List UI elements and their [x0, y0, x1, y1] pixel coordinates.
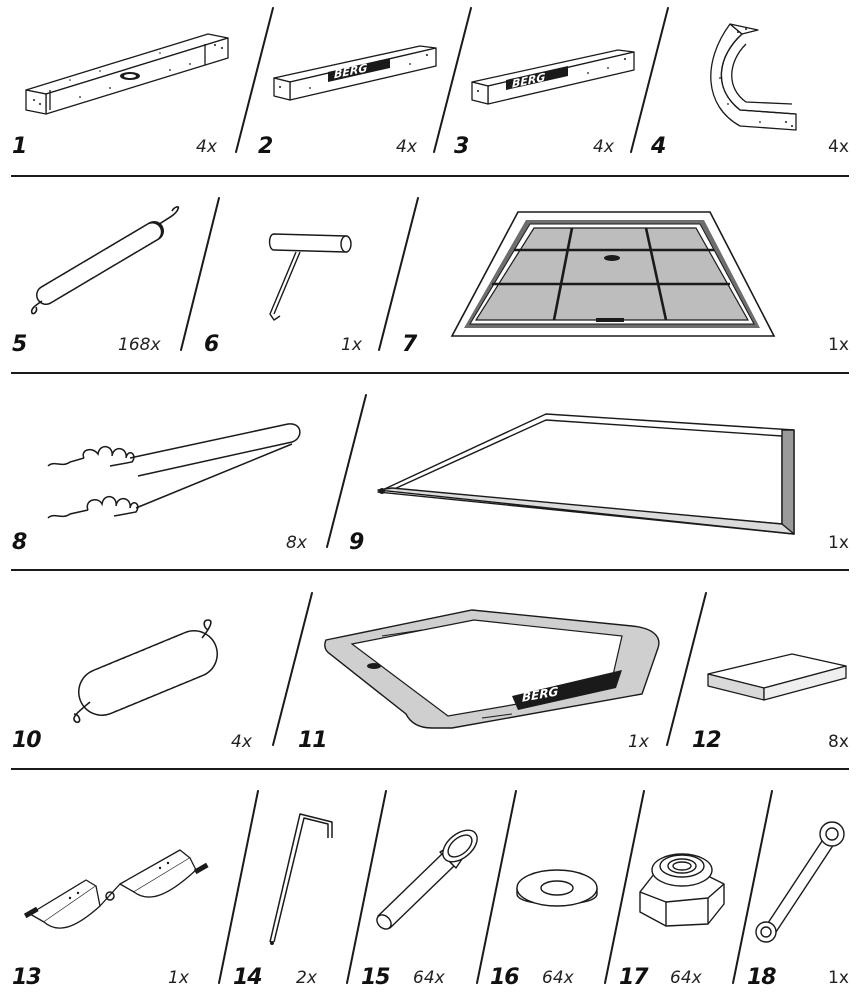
separator-11-12	[667, 593, 706, 745]
brand-logo: BERG	[334, 61, 368, 82]
separator-13-14	[219, 791, 258, 983]
part-17-illustration	[636, 846, 728, 930]
part-quantity: 1x	[341, 335, 362, 355]
part-number: 8	[12, 530, 27, 555]
part-quantity: 1x	[828, 335, 849, 355]
part-quantity: 64x	[670, 968, 702, 988]
part-4-illustration	[700, 18, 810, 136]
part-number: 2	[258, 134, 273, 159]
part-6-illustration	[262, 228, 362, 328]
part-quantity: 8x	[828, 732, 849, 752]
part-number: 18	[747, 965, 776, 990]
part-7-illustration	[448, 210, 778, 338]
part-quantity: 4x	[196, 137, 217, 157]
part-quantity: 168x	[118, 335, 161, 355]
part-quantity: 4x	[593, 137, 614, 157]
part-number: 16	[490, 965, 519, 990]
part-16-illustration	[514, 864, 600, 918]
part-quantity: 64x	[413, 968, 445, 988]
part-5-illustration	[26, 205, 186, 317]
part-quantity: 1x	[628, 732, 649, 752]
part-quantity: 1x	[828, 533, 849, 553]
part-number: 17	[619, 965, 648, 990]
part-9-illustration	[374, 410, 804, 538]
part-number: 10	[12, 728, 41, 753]
part-quantity: 4x	[231, 732, 252, 752]
part-number: 12	[692, 728, 721, 753]
part-quantity: 64x	[542, 968, 574, 988]
part-number: 5	[12, 332, 27, 357]
part-quantity: 4x	[828, 137, 849, 157]
part-number: 6	[204, 332, 219, 357]
part-number: 15	[361, 965, 390, 990]
part-10-illustration	[62, 614, 222, 724]
part-number: 13	[12, 965, 41, 990]
part-number: 11	[298, 728, 327, 753]
separator-8-9	[327, 395, 366, 547]
brand-logo: BERG	[522, 684, 559, 705]
part-2-illustration	[270, 42, 440, 104]
part-number: 1	[12, 134, 27, 159]
part-quantity: 1x	[828, 968, 849, 988]
separator-10-11	[273, 593, 312, 745]
part-11-illustration	[322, 604, 668, 730]
part-15-illustration	[368, 824, 488, 934]
separator-5-6	[181, 198, 219, 350]
part-quantity: 2x	[296, 968, 317, 988]
part-quantity: 8x	[286, 533, 307, 553]
separator-1-2	[236, 8, 273, 152]
part-14-illustration	[262, 810, 342, 950]
part-number: 9	[349, 530, 364, 555]
part-number: 4	[651, 134, 666, 159]
part-number: 14	[233, 965, 262, 990]
part-8-illustration	[40, 412, 305, 527]
part-number: 3	[454, 134, 469, 159]
part-1-illustration	[20, 28, 235, 120]
part-quantity: 4x	[396, 137, 417, 157]
part-12-illustration	[704, 648, 850, 704]
brand-logo: BERG	[512, 70, 546, 91]
separator-6-7	[379, 198, 418, 350]
part-13-illustration	[20, 840, 220, 940]
part-18-illustration	[748, 818, 848, 948]
part-quantity: 1x	[168, 968, 189, 988]
part-3-illustration	[468, 46, 638, 108]
part-number: 7	[402, 332, 417, 357]
